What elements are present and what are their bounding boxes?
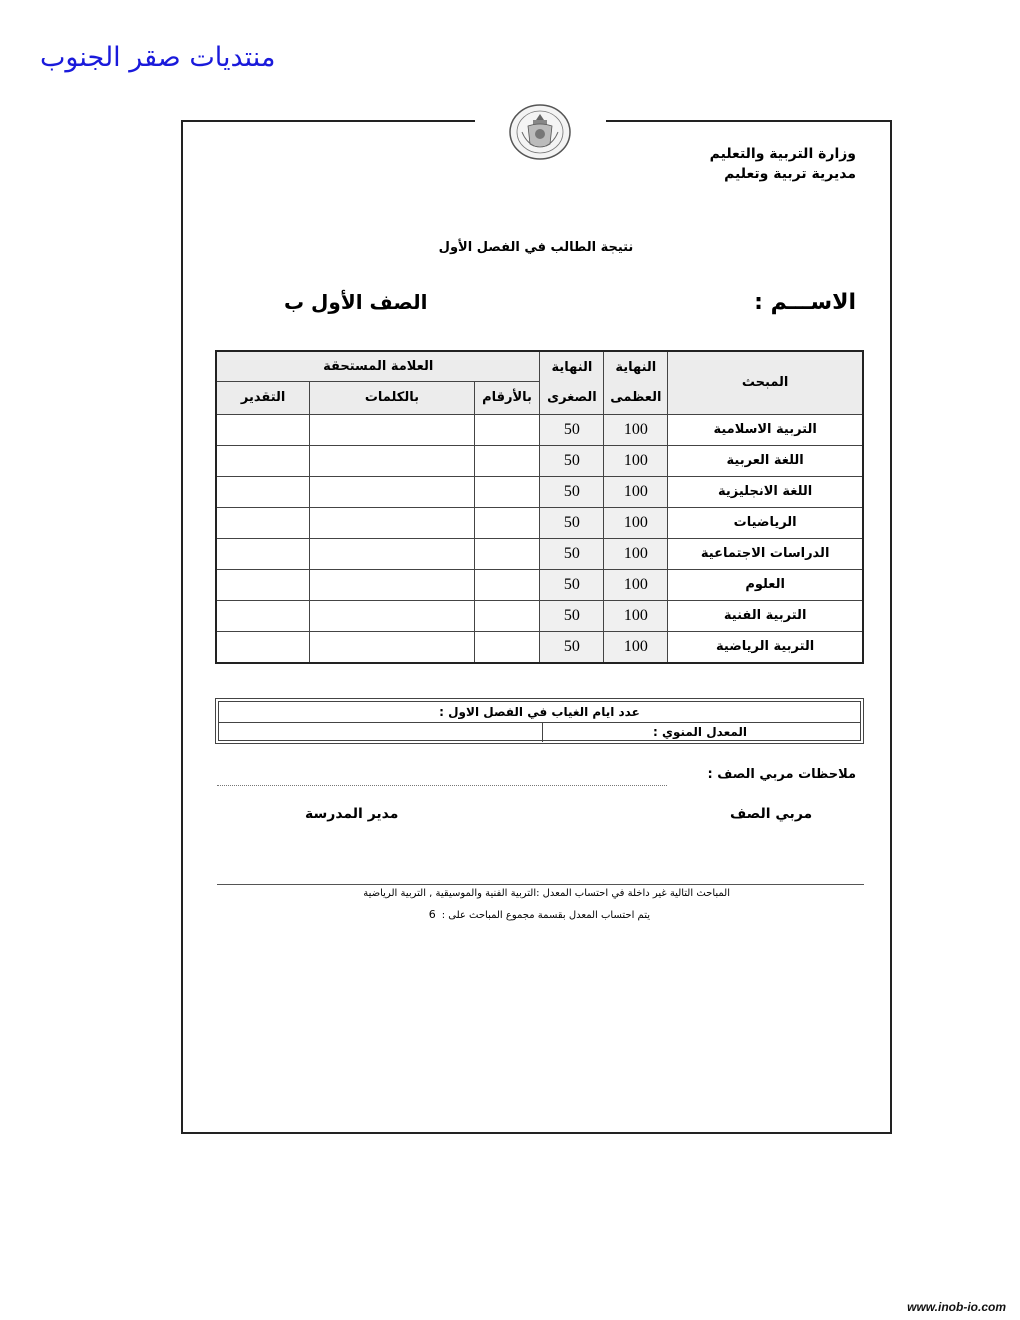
absence-days-label: عدد ايام الغياب في الفصل الاول :: [219, 702, 860, 723]
rating-cell: [216, 476, 310, 507]
table-row: [216, 507, 863, 538]
rating-cell: [216, 631, 310, 663]
notes-dotted-line: [217, 785, 667, 786]
coat-of-arms-seal-icon: [500, 102, 580, 162]
subject-cell: اللغة الانجليزية: [668, 476, 863, 507]
table-row: [216, 569, 863, 600]
header-min: [540, 351, 604, 414]
average-label: المعدل المنوي :: [652, 725, 748, 739]
max-cell: 100: [604, 569, 668, 600]
grade-numbers-cell: [474, 507, 540, 538]
table-row: [216, 414, 863, 445]
grade-words-cell: [310, 600, 474, 631]
grade-numbers-cell: [474, 569, 540, 600]
footer-url: www.inob-io.com: [907, 1300, 1006, 1314]
min-cell: 50: [540, 507, 604, 538]
grade-numbers-cell: [474, 631, 540, 663]
subject-cell: التربية الرياضية: [668, 631, 863, 663]
average-divisor-value: 6: [428, 908, 436, 921]
grade-words-cell: [310, 507, 474, 538]
header-in-words: بالكلمات: [310, 381, 474, 414]
header-grade-group: العلامة المستحقة: [216, 351, 540, 381]
average-row: [219, 723, 860, 742]
grade-words-cell: [310, 414, 474, 445]
header-max: [604, 351, 668, 414]
table-row: [216, 476, 863, 507]
excluded-subjects-note: المباحث التالية غير داخلة في احتساب المعدل :التربية الفنية والموسيقية , التربية الرياضية: [363, 888, 730, 899]
directorate-name: مديرية تربية وتعليم: [724, 166, 856, 182]
table-row: [216, 538, 863, 569]
grade-numbers-cell: [474, 414, 540, 445]
table-row: [216, 631, 863, 663]
summary-inner: [218, 701, 861, 741]
grade-numbers-cell: [474, 538, 540, 569]
max-cell: 100: [604, 631, 668, 663]
header-min-line2: الصغرى: [547, 389, 597, 405]
min-cell: 50: [540, 538, 604, 569]
min-cell: 50: [540, 631, 604, 663]
min-cell: 50: [540, 476, 604, 507]
max-cell: 100: [604, 600, 668, 631]
class-teacher-signature-label: مربي الصف: [730, 806, 813, 822]
ministry-heading: [710, 144, 856, 184]
average-value-cell: [219, 723, 543, 742]
ministry-name: وزارة التربية والتعليم: [709, 146, 856, 162]
min-cell: 50: [540, 569, 604, 600]
max-cell: 100: [604, 538, 668, 569]
attendance-summary-box: [215, 698, 864, 744]
subject-cell: اللغة العربية: [668, 445, 863, 476]
subject-cell: التربية الفنية: [668, 600, 863, 631]
grades-table: [215, 350, 864, 664]
student-name-label: الاســـم :: [754, 290, 856, 315]
subject-cell: الرياضيات: [668, 507, 863, 538]
rating-cell: [216, 507, 310, 538]
subject-cell: الدراسات الاجتماعية: [668, 538, 863, 569]
header-max-line1: النهاية: [615, 359, 657, 375]
rating-cell: [216, 600, 310, 631]
document-title: نتيجة الطالب في الفصل الأول: [438, 240, 634, 255]
rating-cell: [216, 445, 310, 476]
rating-cell: [216, 538, 310, 569]
average-divisor-note: [429, 908, 650, 921]
watermark-text: منتديات صقر الجنوب: [40, 42, 276, 73]
max-cell: 100: [604, 414, 668, 445]
header-rating: التقدير: [216, 381, 310, 414]
student-class-label: الصف الأول ب: [284, 290, 428, 314]
grade-words-cell: [310, 476, 474, 507]
table-row: [216, 600, 863, 631]
header-max-line2: العظمى: [610, 389, 662, 405]
min-cell: 50: [540, 445, 604, 476]
subject-cell: التربية الاسلامية: [668, 414, 863, 445]
grade-numbers-cell: [474, 445, 540, 476]
average-divisor-text: يتم احتساب المعدل بقسمة مجموع المباحث على :: [441, 910, 650, 921]
footnote-divider: [217, 884, 864, 885]
principal-signature-label: مدير المدرسة: [305, 806, 399, 822]
grade-words-cell: [310, 445, 474, 476]
max-cell: 100: [604, 445, 668, 476]
teacher-notes-label: ملاحظات مربي الصف :: [707, 767, 856, 782]
subject-cell: العلوم: [668, 569, 863, 600]
grade-words-cell: [310, 538, 474, 569]
max-cell: 100: [604, 507, 668, 538]
min-cell: 50: [540, 600, 604, 631]
grade-numbers-cell: [474, 600, 540, 631]
grade-numbers-cell: [474, 476, 540, 507]
rating-cell: [216, 569, 310, 600]
header-subject: المبحث: [668, 351, 863, 414]
min-cell: 50: [540, 414, 604, 445]
rating-cell: [216, 414, 310, 445]
grade-words-cell: [310, 631, 474, 663]
max-cell: 100: [604, 476, 668, 507]
header-min-line1: النهاية: [551, 359, 593, 375]
header-in-numbers: بالأرقام: [474, 381, 540, 414]
grade-words-cell: [310, 569, 474, 600]
table-row: [216, 445, 863, 476]
